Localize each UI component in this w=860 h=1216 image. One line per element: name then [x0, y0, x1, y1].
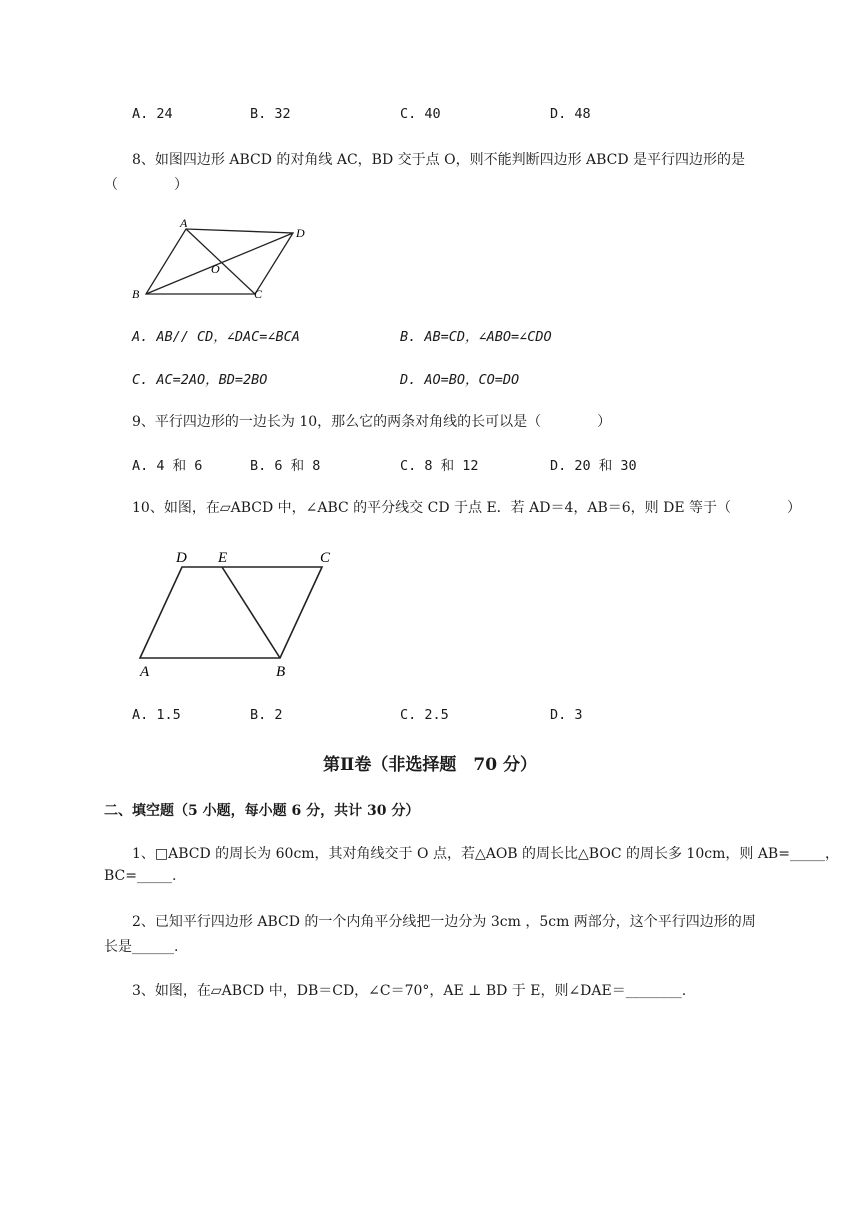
- fill-q1-line1: 1、□ABCD 的周长为 60cm，其对角线交于 O 点，若△AOB 的周长比△BOC 的周长多 10cm，则 AB=_____，: [132, 846, 839, 862]
- part-2-heading: 二、填空题（5 小题，每小题 6 分，共计 30 分）: [104, 803, 420, 819]
- q10-option-b: B. 2: [250, 707, 283, 723]
- q10-stem: 10、如图，在▱ABCD 中，∠ABC 的平分线交 CD 于点 E．若 AD＝4，AB＝6，则 DE 等于（ ）: [132, 500, 802, 516]
- q9-option-b: B. 6 和 8: [250, 458, 321, 474]
- q9-option-c: C. 8 和 12: [400, 458, 479, 474]
- q8-answer-blank: （ ）: [104, 177, 188, 193]
- q7-option-c: C. 40: [400, 106, 441, 122]
- q10-option-c: C. 2.5: [400, 707, 449, 723]
- q9-stem: 9、平行四边形的一边长为 10，那么它的两条对角线的长可以是（ ）: [132, 414, 612, 430]
- q8-label-d: D: [296, 226, 305, 240]
- section-2-title: 第Ⅱ卷（非选择题 70 分）: [323, 755, 537, 775]
- q10-figure: [130, 544, 345, 684]
- q8-label-a: A: [180, 216, 188, 230]
- q10-label-b: B: [276, 664, 286, 680]
- q8-label-c: C: [254, 287, 263, 301]
- fill-q3-line1: 3、如图，在▱ABCD 中，DB＝CD，∠C＝70°，AE ⊥ BD 于 E，则∠DAE＝________.: [132, 983, 687, 999]
- q7-option-b: B. 32: [250, 106, 291, 122]
- q10-label-e: E: [218, 550, 228, 566]
- q8-label-o: O: [211, 262, 220, 276]
- fill-q2-line2: 长是______.: [104, 939, 179, 955]
- q8-label-b: B: [132, 287, 140, 301]
- bisector-be: [222, 567, 280, 658]
- fill-q1-line2: BC=_____.: [104, 868, 177, 884]
- q8-option-a: A. AB// CD，∠DAC=∠BCA: [132, 329, 300, 345]
- q10-option-a: A. 1.5: [132, 707, 181, 723]
- q8-option-b: B. AB=CD，∠ABO=∠CDO: [400, 329, 552, 345]
- q7-option-a: A. 24: [132, 106, 173, 122]
- q8-stem: 8、如图四边形 ABCD 的对角线 AC，BD 交于点 O，则不能判断四边形 ABCD 是平行四边形的是: [132, 152, 746, 168]
- q8-figure: [128, 216, 328, 306]
- q9-option-a: A. 4 和 6: [132, 458, 203, 474]
- q9-option-d: D. 20 和 30: [550, 458, 637, 474]
- q7-option-d: D. 48: [550, 106, 591, 122]
- q10-option-d: D. 3: [550, 707, 583, 723]
- q10-label-d: D: [176, 550, 187, 566]
- q8-option-d: D. AO=BO，CO=DO: [400, 372, 520, 388]
- q8-option-c: C. AC=2AO，BD=2BO: [132, 372, 268, 388]
- q10-label-c: C: [320, 550, 331, 566]
- q10-label-a: A: [140, 664, 150, 680]
- fill-q2-line1: 2、已知平行四边形 ABCD 的一个内角平分线把一边分为 3cm ，5cm 两部分，这个平行四边形的周: [132, 914, 756, 930]
- diagonal-ac: [186, 229, 255, 294]
